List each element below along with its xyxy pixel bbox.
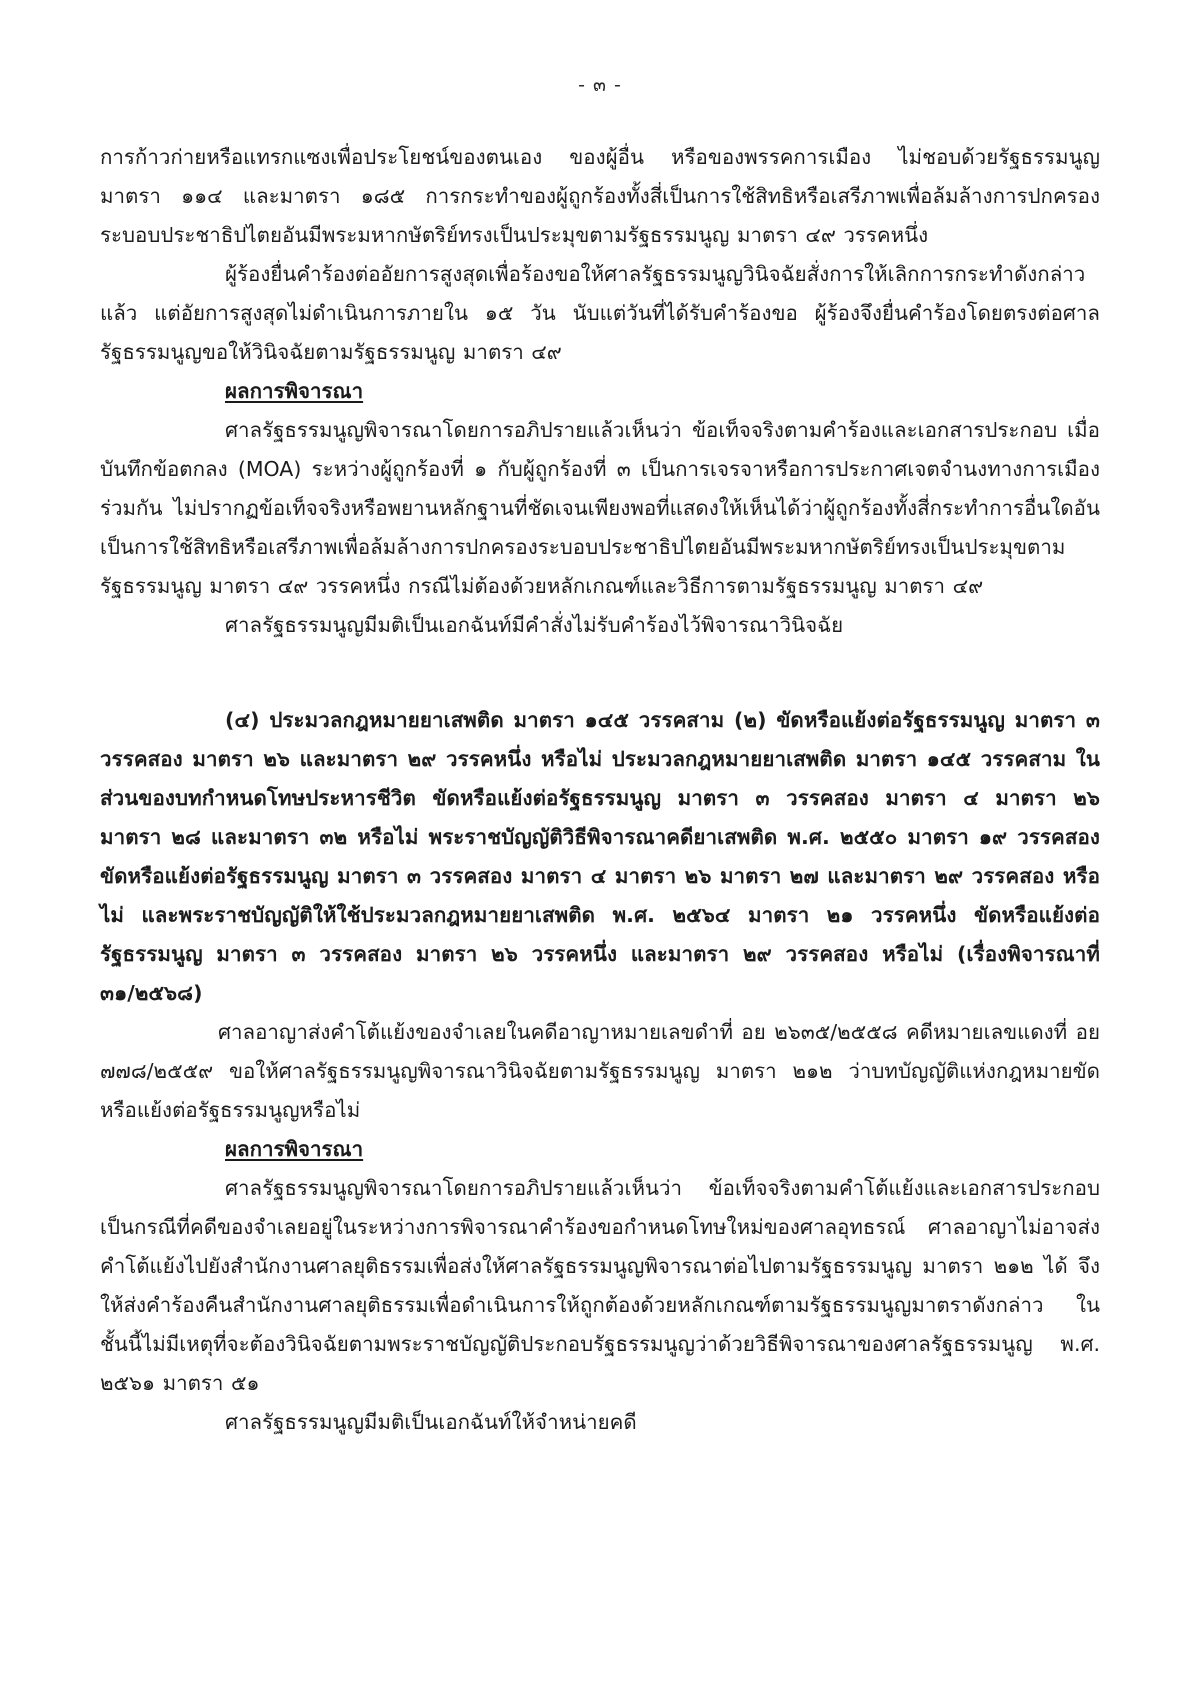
paragraph-verdict-one: ศาลรัฐธรรมนูญมีมติเป็นเอกฉันท์มีคำสั่งไม่รับคำร้องไว้พิจารณาวินิจฉัย bbox=[225, 613, 844, 637]
paragraph-continued-from-previous-page: การก้าวก่ายหรือแทรกแซงเพื่อประโยชน์ของตนเอง ของผู้อื่น หรือของพรรคการเมือง ไม่ชอบด้วยรัฐธรรมนูญ มาตรา ๑๑๔ และมาตรา ๑๘๕ การกระทำของผู้ถูกร้องทั้งสี่เป็นการใช้สิทธิหรือเสรีภาพเพื่อล้มล้างการปกครองระบอบประชาธิปไตยอันมีพระมหากษัตริย์ทรงเป็นประมุขตามรัฐธรรมนูญ มาตรา ๔๙ วรรคหนึ่ง bbox=[100, 145, 1100, 247]
result-heading-two: ผลการพิจารณา bbox=[225, 1137, 364, 1161]
paragraph-verdict-two: ศาลรัฐธรรมนูญมีมติเป็นเอกฉันท์ให้จำหน่ายคดี bbox=[225, 1410, 637, 1434]
result-heading-two-wrapper bbox=[100, 1130, 1100, 1169]
section-gap bbox=[100, 645, 1100, 701]
paragraph-criminal-court-referral: ศาลอาญาส่งคำโต้แย้งของจำเลยในคดีอาญาหมายเลขดำที่ อย ๒๖๓๕/๒๕๕๘ คดีหมายเลขแดงที่ อย ๗๗๘/๒๕๕๙ ขอให้ศาลรัฐธรรมนูญพิจารณาวินิจฉัยตามรัฐธรรมนูญ มาตรา ๒๑๒ ว่าบทบัญญัติแห่งกฎหมายขัดหรือแย้งต่อรัฐธรรมนูญหรือไม่ bbox=[100, 1020, 1100, 1122]
page-number: - ๓ - bbox=[578, 74, 622, 96]
result-heading-one-wrapper bbox=[100, 372, 1100, 411]
paragraph-petition-to-attorney-general: ผู้ร้องยื่นคำร้องต่ออัยการสูงสุดเพื่อร้องขอให้ศาลรัฐธรรมนูญวินิจฉัยสั่งการให้เลิกการกระทำดังกล่าวแล้ว แต่อัยการสูงสุดไม่ดำเนินการภายใน ๑๕ วัน นับแต่วันที่ได้รับคำร้องขอ ผู้ร้องจึงยื่นคำร้องโดยตรงต่อศาลรัฐธรรมนูญขอให้วินิจฉัยตามรัฐธรรมนูญ มาตรา ๔๙ bbox=[100, 262, 1100, 364]
result-heading-one: ผลการพิจารณา bbox=[225, 379, 364, 403]
document-body bbox=[100, 100, 1100, 1442]
paragraph-court-consideration-one: ศาลรัฐธรรมนูญพิจารณาโดยการอภิปรายแล้วเห็นว่า ข้อเท็จจริงตามคำร้องและเอกสารประกอบ เมื่อบันทึกข้อตกลง (MOA) ระหว่างผู้ถูกร้องที่ ๑ กับผู้ถูกร้องที่ ๓ เป็นการเจรจาหรือการประกาศเจตจำนงทางการเมืองร่วมกัน ไม่ปรากฏข้อเท็จจริงหรือพยานหลักฐานที่ชัดเจนเพียงพอที่แสดงให้เห็นได้ว่าผู้ถูกร้องทั้งสี่กระทำการอื่นใดอันเป็นการใช้สิทธิหรือเสรีภาพเพื่อล้มล้างการปกครองระบอบประชาธิปไตยอันมีพระมหากษัตริย์ทรงเป็นประมุขตามรัฐธรรมนูญ มาตรา ๔๙ วรรคหนึ่ง กรณีไม่ต้องด้วยหลักเกณฑ์และวิธีการตามรัฐธรรมนูญ มาตรา ๔๙ bbox=[100, 418, 1100, 598]
paragraph-court-consideration-two: ศาลรัฐธรรมนูญพิจารณาโดยการอภิปรายแล้วเห็นว่า ข้อเท็จจริงตามคำโต้แย้งและเอกสารประกอบเป็นกรณีที่คดีของจำเลยอยู่ในระหว่างการพิจารณาคำร้องขอกำหนดโทษใหม่ของศาลอุทธรณ์ ศาลอาญาไม่อาจส่งคำโต้แย้งไปยังสำนักงานศาลยุติธรรมเพื่อส่งให้ศาลรัฐธรรมนูญพิจารณาต่อไปตามรัฐธรรมนูญ มาตรา ๒๑๒ ได้ จึงให้ส่งคำร้องคืนสำนักงานศาลยุติธรรมเพื่อดำเนินการให้ถูกต้องด้วยหลักเกณฑ์ตามรัฐธรรมนูญมาตราดังกล่าว ในชั้นนี้ไม่มีเหตุที่จะต้องวินิจฉัยตามพระราชบัญญัติประกอบรัฐธรรมนูญว่าด้วยวิธีพิจารณาของศาลรัฐธรรมนูญ พ.ศ. ๒๕๖๑ มาตรา ๕๑ bbox=[100, 1176, 1100, 1395]
paragraph-legal-question-item-four: (๔) ประมวลกฎหมายยาเสพติด มาตรา ๑๔๕ วรรคสาม (๒) ขัดหรือแย้งต่อรัฐธรรมนูญ มาตรา ๓ วรรคสอง มาตรา ๒๖ และมาตรา ๒๙ วรรคหนึ่ง หรือไม่ ประมวลกฎหมายยาเสพติด มาตรา ๑๔๕ วรรคสาม ในส่วนของบทกำหนดโทษประหารชีวิต ขัดหรือแย้งต่อรัฐธรรมนูญ มาตรา ๓ วรรคสอง มาตรา ๔ มาตรา ๒๖ มาตรา ๒๘ และมาตรา ๓๒ หรือไม่ พระราชบัญญัติวิธีพิจารณาคดียาเสพติด พ.ศ. ๒๕๕๐ มาตรา ๑๙ วรรคสอง ขัดหรือแย้งต่อรัฐธรรมนูญ มาตรา ๓ วรรคสอง มาตรา ๔ มาตรา ๒๖ มาตรา ๒๗ และมาตรา ๒๙ วรรคสอง หรือไม่ และพระราชบัญญัติให้ใช้ประมวลกฎหมายยาเสพติด พ.ศ. ๒๕๖๔ มาตรา ๒๑ วรรคหนึ่ง ขัดหรือแย้งต่อรัฐธรรมนูญ มาตรา ๓ วรรคสอง มาตรา ๒๖ วรรคหนึ่ง และมาตรา ๒๙ วรรคสอง หรือไม่ (เรื่องพิจารณาที่ ๓๑/๒๕๖๘) bbox=[100, 708, 1100, 1005]
